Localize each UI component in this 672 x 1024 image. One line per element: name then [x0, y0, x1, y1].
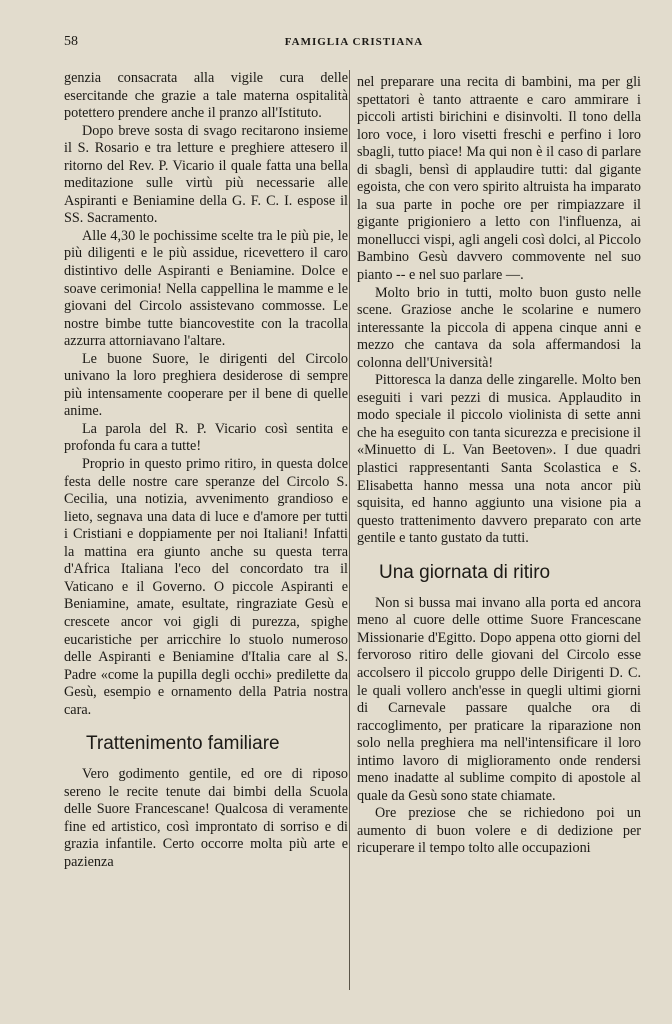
- page-number: 58: [64, 34, 78, 49]
- paragraph: Non si bussa mai invano alla porta ed ancora meno al cuore delle ottime Suore Francescane Missionarie d'Egitto. Dopo appena otto giorni del fervoroso ritiro delle giovani del Circolo esse accolsero il piccolo gruppo delle Dirigenti D. C. le quali vollero anch'esse in quegli ultimi giorni di Carnevale passare qualche ora di raccoglimento, per praticare la riparazione non solo nella preghiera ma nell'intensificare il loro intimo lavoro di miglioramento onde rendersi meno inadatte al sublime compito di apostole al quale da Gesù sono state chiamate.: [357, 594, 641, 804]
- paragraph: genzia consacrata alla vigile cura delle esercitande che grazie a tale materna ospitalità potettero prendere anche il pranzo all'Istituto.: [64, 70, 348, 122]
- section-heading-trattenimento: Trattenimento familiare: [86, 733, 280, 755]
- right-column: [357, 74, 641, 858]
- page-header: [64, 32, 644, 52]
- paragraph: Molto brio in tutti, molto buon gusto nelle scene. Graziose anche le scolarine e numero interessante la piccola di appena cinque anni e mezzo che cantava da sola affermandosi la colonna dell'Università!: [357, 284, 641, 371]
- paragraph: Dopo breve sosta di svago recitarono insieme il S. Rosario e tra letture e preghiere attesero il ritorno del Rev. P. Vicario il quale fatta una bella meditazione sulle virtù più necessarie alle Aspiranti e Beniamine della G. F. C. I. espose il SS. Sacramento.: [64, 122, 348, 227]
- paragraph: Pittoresca la danza delle zingarelle. Molto ben eseguiti i vari pezzi di musica. Applaudito in modo speciale il piccolo violinista di sette anni che ha eseguito con tanta sicurezza e precisione il «Minuetto di L. Van Beetoven». I due quadri plastici rappresentanti Santa Scolastica e S. Elisabetta hanno messa una nota ancor più squisita, ed hanno aggiunto una visione pia a questo trattenimento davvero preparato con arte gentile e tanto gustato da tutti.: [357, 372, 641, 547]
- running-title: FAMIGLIA CRISTIANA: [284, 36, 424, 48]
- section-heading-ritiro: Una giornata di ritiro: [379, 561, 551, 583]
- column-divider: [349, 70, 350, 990]
- paragraph: Proprio in questo primo ritiro, in questa dolce festa delle nostre care speranze del Circolo S. Cecilia, una notizia, avvenimento grandioso e lieto, segnava una data di luce e d'amore per tutti i Cristiani e doppiamente per noi Italiani! Infatti la mattina era giunto anche su questa terra d'Africa Italiana l'eco del concordato tra il Vaticano e il Governo. O piccole Aspiranti e Beniamine, amate, esultate, ringraziate Gesù e crescete ancor voi gigli di purezza, spighe eucaristiche per arricchire lo stuolo numeroso delle Aspiranti e Beniamine d'Italia care al S. Padre «come la pupilla degli occhi» predilette da Gesù, esempio e ornamento della Patria nostra cara.: [64, 456, 348, 718]
- paragraph: Alle 4,30 le pochissime scelte tra le più pie, le più diligenti e le più assidue, ricevettero il caro distintivo delle Aspiranti e Beniamine. Dolce e soave cerimonia! Nella cappellina le mamme e le giovani del Circolo assistevano commosse. Le nostre bimbe tutte biancovestite con la tracolla azzurra attorniavano l'altare.: [64, 227, 348, 350]
- paragraph: Ore preziose che se richiedono poi un aumento di buon volere e di dedizione per ricuperare il tempo tolto alle occupazioni: [357, 805, 641, 857]
- paragraph: Vero godimento gentile, ed ore di riposo sereno le recite tenute dai bimbi della Scuola delle Suore Francescane! Qualcosa di veramente fine ed artistico, così improntato di sorriso e di grazia infantile. Certo occorre molta più arte e pazienza: [64, 766, 348, 870]
- paragraph: Le buone Suore, le dirigenti del Circolo univano la loro preghiera desiderose di sempre più intensamente cooperare per il bene di quelle anime.: [64, 350, 348, 420]
- paragraph: nel preparare una recita di bambini, ma per gli spettatori è tanto attraente e caro ammirare i piccoli artisti birichini e disinvolti. Il tono della loro voce, i loro visetti freschi e perfino i loro sbagli, tutto piace! Ma qui non è il caso di parlare di sbagli, bensì di applaudire tutti: dal gigante egoista, che con vero spirito altruista ha imparato la sua parte in poche ore per rimpiazzare il gigante prigioniero a letto con l'influenza, ai monellucci vispi, agli angeli così dolci, al Piccolo Bambino Gesù davvero commovente nel suo pianto -- e nel suo parlare —.: [357, 74, 641, 284]
- left-column: [64, 70, 348, 872]
- paragraph: La parola del R. P. Vicario così sentita e profonda fu cara a tutte!: [64, 420, 348, 455]
